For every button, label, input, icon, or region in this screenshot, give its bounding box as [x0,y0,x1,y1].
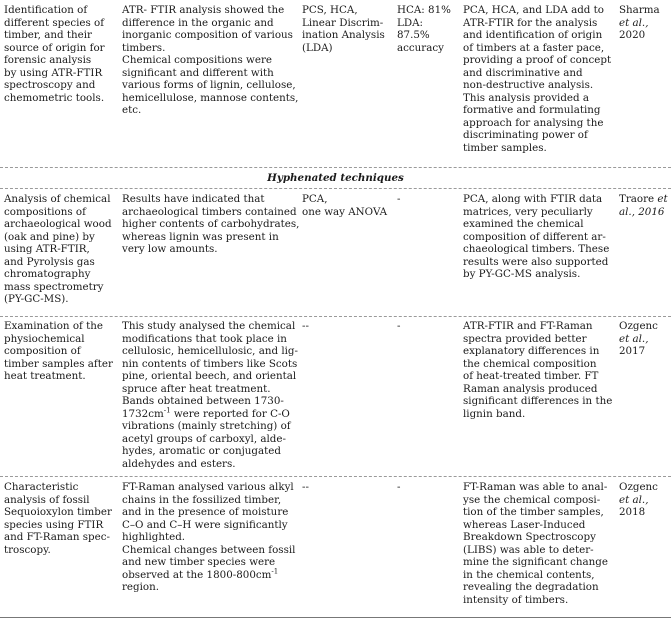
cell-line: pine, oriental beech, and oriental [122,370,297,382]
cell-line: ATR-FTIR for the analysis [463,16,598,29]
cell-line: 2017 [619,345,646,357]
cell-line: composition of different ar- [463,230,606,243]
cell-line: al., 2016 [619,205,665,218]
cell-line: $1732cm^{-1}$ were reported for C-O [122,406,290,420]
cell-line: cellulosic, hemicellulosic, and lig- [122,345,298,357]
cell-line: archaeological timbers contained [122,205,297,218]
cell-line: and in the presence of moisture [122,506,289,518]
objective-cell [4,320,114,383]
cell-line: chromatography [4,268,91,280]
cell-line: significant and different with [122,66,274,79]
cell-line: significant differences in the [463,395,613,407]
cell-line: and new timber species were [122,556,276,568]
cell-line: chemometric tools. [4,91,105,104]
cell-line: by PY-GC-MS analysis. [463,268,581,280]
accuracy-cell [397,4,453,54]
cell-line: and identification of origin [463,29,603,41]
cell-line: heat treatment. [4,370,86,382]
cell-line: formative and formulating [463,104,601,116]
cell-line: source of origin for [4,41,105,54]
conclusion-cell [463,193,613,281]
table-row [0,316,671,476]
cell-line: ATR- FTIR analysis showed the [122,4,285,16]
cell-line: PCA, along with FTIR data [463,193,603,205]
table-row [0,0,671,166]
reference-cell [619,481,669,519]
objective-cell [4,4,114,104]
conclusion-cell [463,4,613,154]
cell-line: FT-Raman was able to anal- [463,481,608,493]
method-cell [302,4,388,54]
cell-line: acetyl groups of carboxyl, alde- [122,432,286,445]
cell-line: Bands obtained between 1730- [122,395,284,407]
cell-line: Ozgenc [619,481,658,493]
cell-line: the chemical composition [463,357,597,370]
cell-line: 87.5% [397,29,430,41]
cell-line: analysis of fossil [4,493,90,506]
cell-line: inorganic composition of various [122,29,293,41]
reference-cell [619,4,669,42]
cell-line: difference in the organic and [122,16,274,29]
cell-line: 2020 [619,29,646,41]
conclusion-cell [463,481,613,606]
findings-cell [122,4,299,117]
cell-line: mass spectrometry [4,280,104,293]
cell-line: vibrations (mainly stretching) of [122,420,291,432]
cell-line: of heat-treated timber. FT [463,370,599,382]
conclusion-cell [463,320,613,420]
cell-line: -- [302,481,309,493]
cell-line: Breakdown Spectroscopy [463,531,596,543]
cell-line: Ozgenc [619,320,658,332]
cell-line: This analysis provided a [463,91,590,104]
cell-line: yse the chemical composi- [463,493,601,506]
cell-line: et al., [619,332,649,345]
cell-line: et al., [619,493,649,506]
objective-cell [4,481,114,556]
cell-line: (LDA) [302,41,333,54]
cell-line: spruce after heat treatment. [122,382,271,395]
cell-line: and Pyrolysis gas [4,255,95,268]
cell-line: PCS, HCA, [302,4,358,16]
cell-line: region. [122,581,160,593]
cell-line: different species of [4,16,105,29]
cell-line: Examination of the [4,320,103,332]
cell-line: and discriminative and [463,66,583,79]
cell-line: one way ANOVA [302,205,388,218]
cell-line: non-destructive analysis. [463,79,594,91]
accuracy-cell [397,193,453,206]
cell-line: hemicellulose, mannose contents, [122,91,299,104]
row-divider [0,167,671,168]
cell-line: This study analysed the chemical [122,320,296,332]
cell-line: ATR-FTIR and FT-Raman [463,320,593,332]
cell-line: etc. [122,104,142,116]
cell-line: Sequoioxylon timber [4,506,112,518]
reference-cell [619,320,669,358]
cell-line: C–O and C–H were significantly [122,518,288,531]
objective-cell [4,193,114,306]
cell-line: et al., [619,16,649,29]
cell-line: chaeological timbers. These [463,243,610,255]
cell-line: higher contents of carbohydrates, [122,218,300,230]
cell-line: revealing the degradation [463,581,599,593]
cell-line: archaeological wood [4,218,112,230]
cell-line: (PY-GC-MS). [4,293,69,305]
accuracy-cell [397,320,453,333]
cell-line: Characteristic [4,481,79,493]
cell-line: Results have indicated that [122,193,265,205]
cell-line: results were also supported [463,255,609,268]
cell-line: - [397,481,401,493]
findings-cell [122,320,298,470]
cell-line: Linear Discrim- [302,16,384,29]
reference-cell [619,193,669,218]
cell-line: aldehydes and esters. [122,457,236,470]
cell-line: hydes, aromatic or conjugated [122,445,281,457]
cell-line: -- [302,320,309,332]
cell-line: HCA: 81% [397,4,451,16]
method-cell [302,481,388,494]
cell-line: - [397,320,401,332]
cell-line: intensity of timbers. [463,593,569,606]
cell-line: composition of [4,345,81,357]
cell-line: timber, and their [4,29,92,41]
cell-line: Chemical compositions were [122,54,272,66]
method-cell [302,320,388,333]
cell-line: explanatory differences in [463,345,600,357]
cell-line: using ATR-FTIR, [4,243,90,255]
cell-line: accuracy [397,41,444,54]
cell-line: nin contents of timbers like Scots [122,357,298,370]
cell-line: LDA: [397,16,423,29]
cell-line: Analysis of chemical [4,193,111,205]
cell-line: species using FTIR [4,518,104,531]
cell-line: timber samples after [4,357,113,370]
cell-line: physiochemical [4,332,85,345]
cell-line: of timbers at a faster pace, [463,41,605,54]
accuracy-cell [397,481,453,494]
cell-line: timber samples. [463,141,547,154]
cell-line: FT-Raman analysed various alkyl [122,481,294,493]
cell-line: timbers. [122,41,166,54]
method-cell [302,193,388,218]
cell-line: chains in the fossilized timber, [122,493,282,506]
cell-line: 2018 [619,506,646,518]
cell-line: Raman analysis produced [463,382,598,395]
cell-line: lignin band. [463,407,526,420]
findings-cell [122,193,300,256]
cell-line: PCA, HCA, and LDA add to [463,4,604,16]
cell-line: whereas lignin was present in [122,230,279,243]
cell-line: spectra provided better [463,332,587,345]
cell-line: spectroscopy and [4,79,96,91]
cell-line: and FT-Raman spec- [4,531,110,543]
cell-line: very low amounts. [122,243,218,255]
cell-line: discriminating power of [463,129,588,141]
cell-line: highlighted. [122,531,186,543]
cell-line: modifications that took place in [122,332,287,345]
cell-line: - [397,193,401,205]
cell-line: ination Analysis [302,29,385,41]
table-row [0,477,671,617]
cell-line: mine the significant change [463,556,608,568]
cell-line: Chemical changes between fossil [122,543,296,556]
cell-line: various forms of lignin, cellulose, [122,79,296,91]
cell-line: Sharma [619,4,660,16]
findings-cell [122,481,294,594]
cell-line: compositions of [4,205,86,218]
cell-line: examined the chemical [463,218,584,230]
cell-line: Identification of [4,4,88,16]
cell-line: by using ATR-FTIR [4,66,103,79]
cell-line: approach for analysing the [463,116,604,129]
cell-line: tion of the timber samples, [463,506,604,518]
cell-line: observed at the $1800-800cm^{-1}$ [122,567,279,581]
cell-line: (oak and pine) by [4,230,95,243]
cell-line: providing a proof of concept [463,54,612,66]
cell-line: (LIBS) was able to deter- [463,543,594,556]
table-row [0,189,671,316]
cell-line: forensic analysis [4,54,92,66]
section-header: Hyphenated techniques [267,172,404,184]
cell-line: whereas Laser-Induced [463,518,586,531]
cell-line: matrices, very peculiarly [463,205,593,218]
cell-line: troscopy. [4,543,51,556]
cell-line: Traore et [619,193,668,205]
cell-line: PCA, [302,193,328,205]
cell-line: in the chemical contents, [463,568,595,581]
